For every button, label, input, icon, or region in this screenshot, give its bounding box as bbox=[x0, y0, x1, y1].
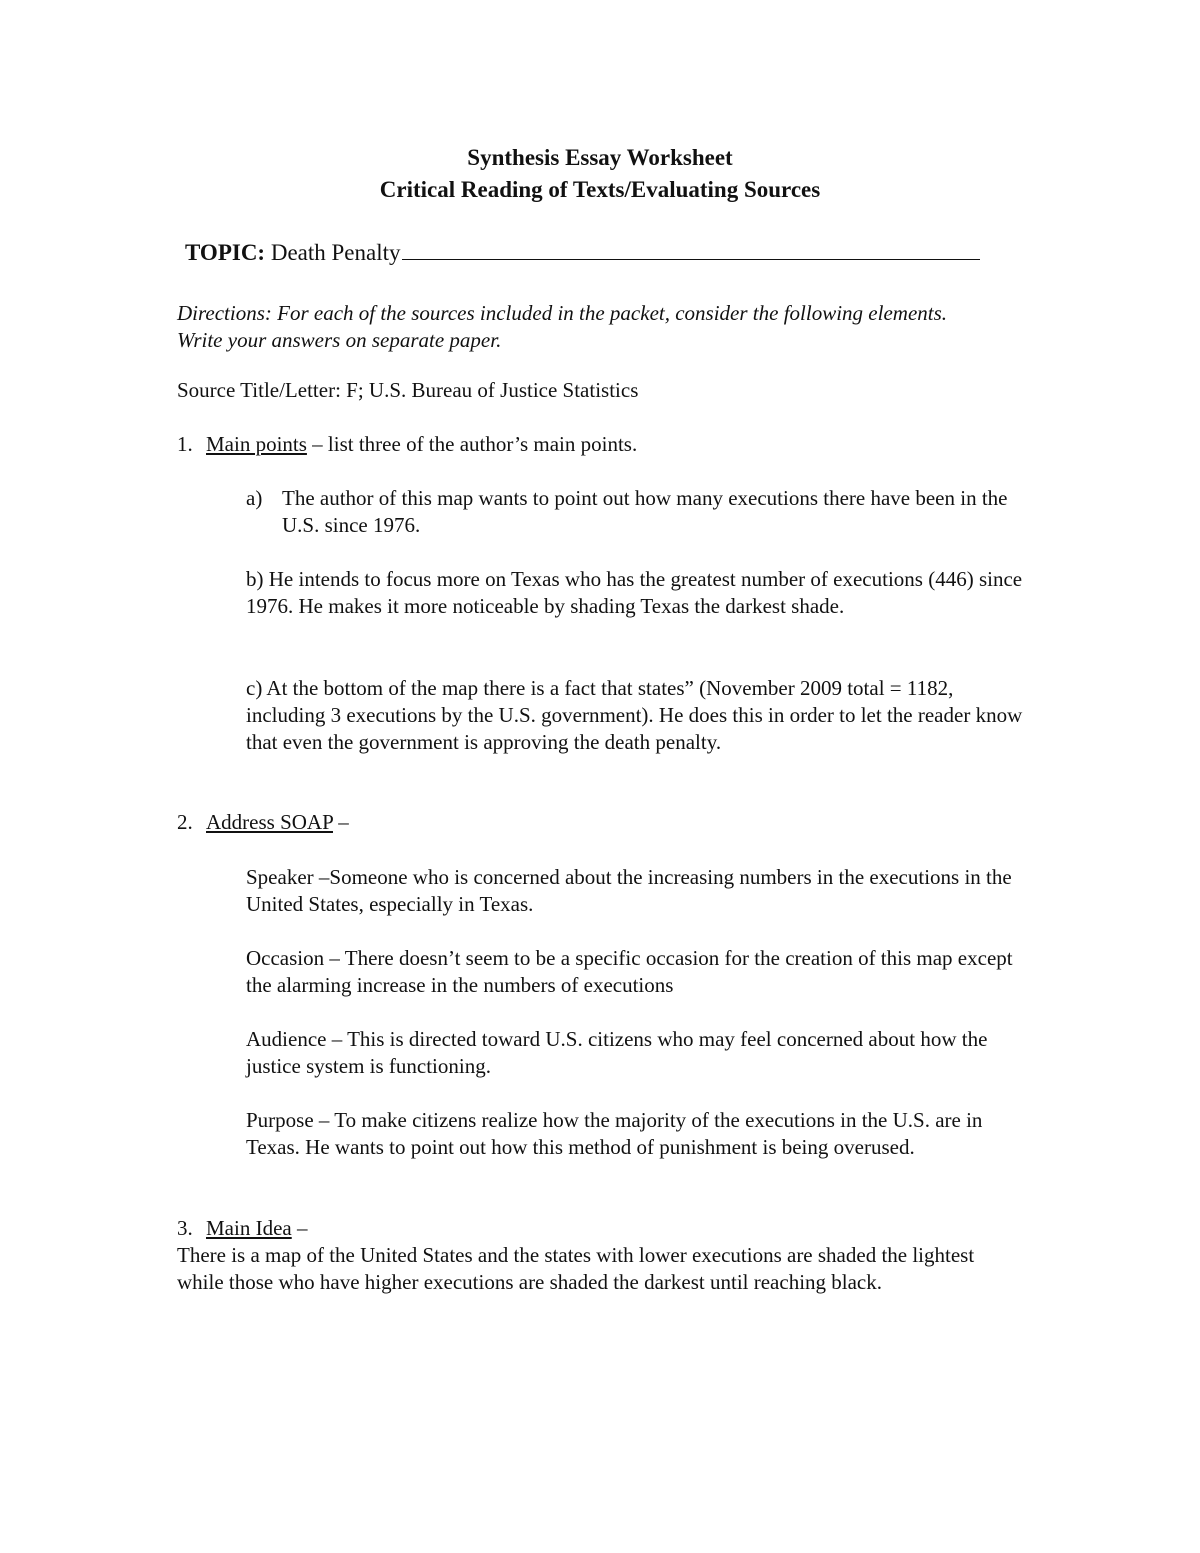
section-soap-heading bbox=[177, 809, 1027, 836]
section-number: 1. bbox=[177, 432, 193, 456]
topic-underline bbox=[402, 259, 980, 260]
topic-line bbox=[185, 238, 980, 268]
main-point-b: b) He intends to focus more on Texas who has the greatest number of executions (446) since 1976. He makes it more noticeable by shading Texas the darkest shade. bbox=[246, 567, 1023, 618]
section-heading: Main points bbox=[206, 432, 307, 456]
soap-occasion: Occasion – There doesn’t seem to be a specific occasion for the creation of this map except the alarming increase in the numbers of executions bbox=[246, 946, 1013, 997]
soap-purpose: Purpose – To make citizens realize how the majority of the executions in the U.S. are in Texas. He wants to point out how this method of punishment is being overused. bbox=[246, 1108, 983, 1159]
main-point-c: c) At the bottom of the map there is a fact that states” (November 2009 total = 1182, including 3 executions by the U.S. government). He does this in order to let the reader know that even the government is approving the death penalty. bbox=[246, 676, 1023, 754]
soap-speaker: Speaker –Someone who is concerned about the increasing numbers in the executions in the United States, especially in Texas. bbox=[246, 865, 1012, 916]
section-main-idea-heading bbox=[177, 1215, 1027, 1242]
topic-value: Death Penalty bbox=[270, 240, 401, 265]
soap-audience: Audience – This is directed toward U.S. citizens who may feel concerned about how the justice system is functioning. bbox=[246, 1027, 988, 1078]
section-heading-tail: – list three of the author’s main points. bbox=[306, 432, 638, 456]
section-main-points-heading bbox=[177, 431, 1027, 458]
worksheet-title: Synthesis Essay Worksheet bbox=[467, 145, 733, 170]
main-point-a bbox=[246, 485, 1026, 539]
section-heading-tail: – bbox=[332, 810, 349, 834]
worksheet-subtitle: Critical Reading of Texts/Evaluating Sources bbox=[379, 177, 821, 202]
section-heading-tail: – bbox=[291, 1216, 308, 1240]
source-line: Source Title/Letter: F; U.S. Bureau of Justice Statistics bbox=[177, 378, 639, 402]
topic-label: TOPIC: bbox=[185, 240, 266, 265]
section-heading: Main Idea bbox=[206, 1216, 292, 1240]
section-number: 3. bbox=[177, 1216, 193, 1240]
section-number: 2. bbox=[177, 810, 193, 834]
list-marker: a) bbox=[246, 486, 263, 510]
title-block bbox=[0, 142, 1200, 206]
main-idea-text: There is a map of the United States and the states with lower executions are shaded the lightest while those who have higher executions are shaded the darkest until reaching black. bbox=[177, 1243, 975, 1294]
directions-text: Directions: For each of the sources included in the packet, consider the following elements. Write your answers on separate paper. bbox=[177, 301, 948, 352]
main-point-a-text: The author of this map wants to point out how many executions there have been in the U.S. since 1976. bbox=[282, 486, 1008, 537]
section-heading: Address SOAP bbox=[206, 810, 333, 834]
